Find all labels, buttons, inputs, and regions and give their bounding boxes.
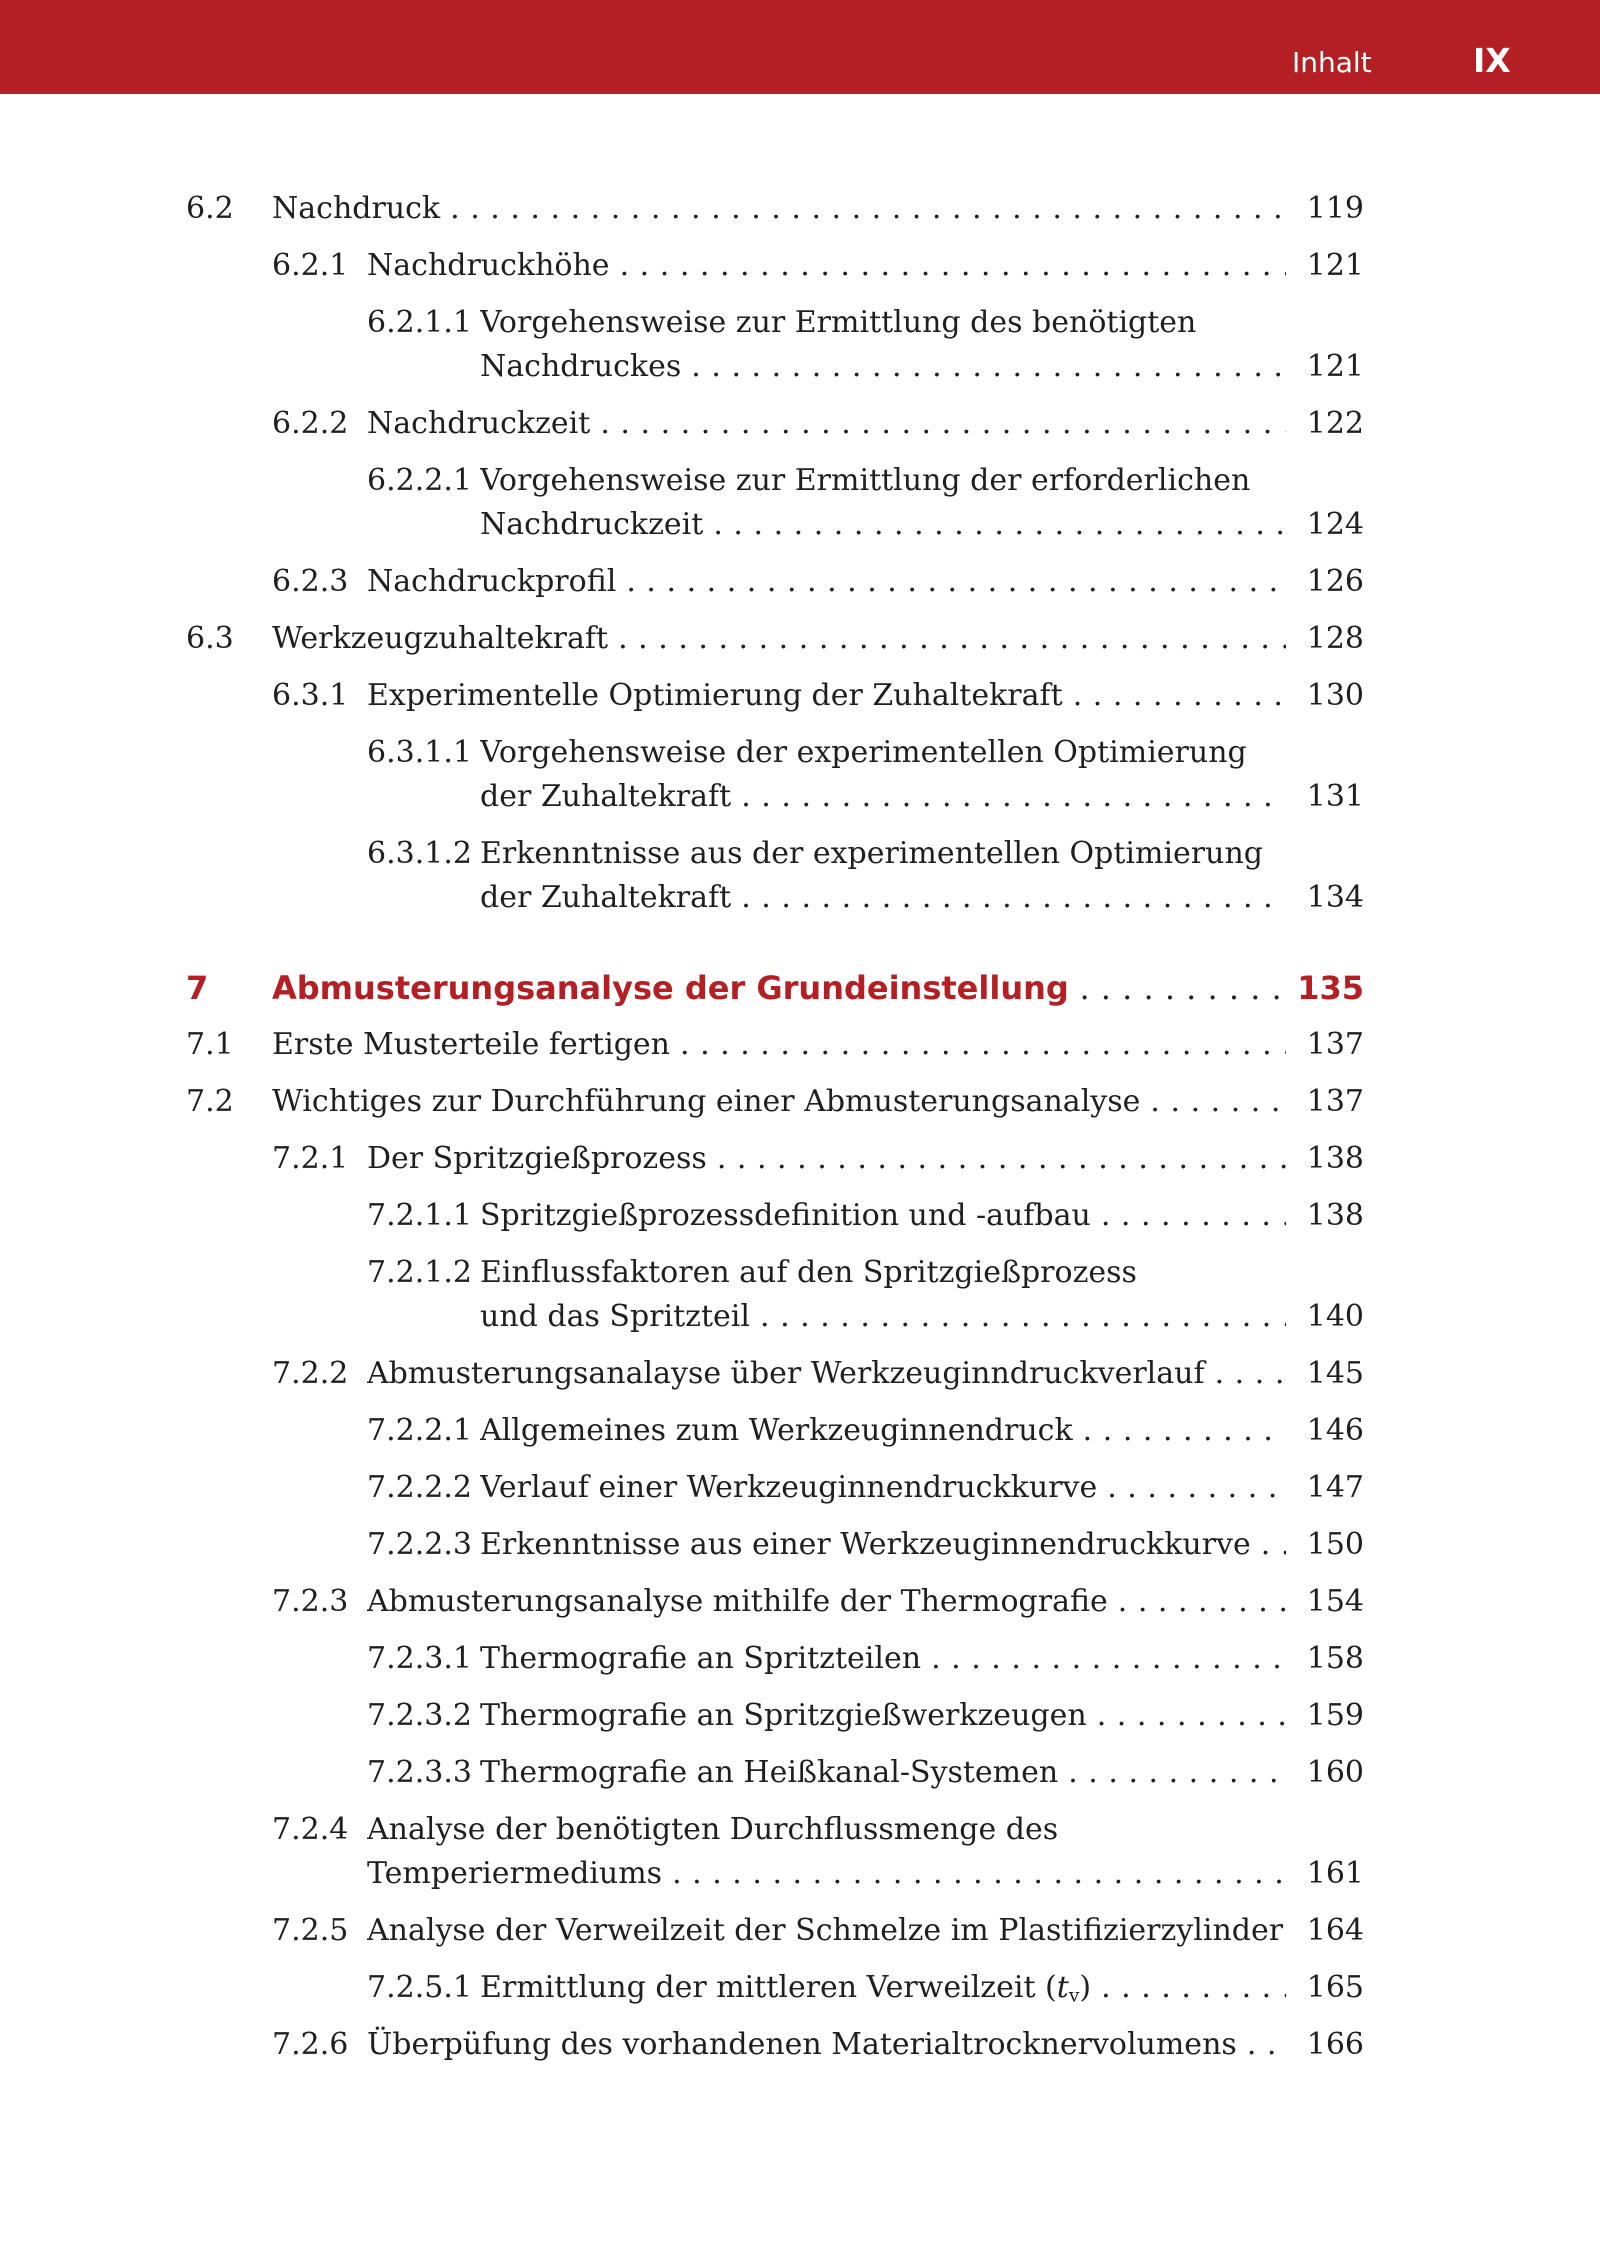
toc-entry-title: Der Spritzgießprozess . . . — [367, 1139, 1286, 1179]
toc-entry-title: Erste Musterteile fertigen . . . — [272, 1025, 1286, 1065]
toc-entry — [0, 562, 1600, 602]
toc-entry-title: Temperiermediums . . . — [367, 1854, 1286, 1894]
toc-entry — [0, 878, 1600, 918]
toc-entry-title: Vorgehensweise der experimentellen Optimierung — [480, 735, 1247, 770]
toc-entry-page-number: 166 — [1306, 2027, 1364, 2062]
toc-entry-number: 6.3.1.2 — [367, 836, 472, 871]
toc-entry-title: Wichtiges zur Durchführung einer Abmusterungsanalyse . . . — [272, 1082, 1286, 1122]
toc-entry — [0, 1196, 1600, 1236]
toc-title-variable: t — [1056, 1970, 1069, 2005]
toc-entry — [0, 1911, 1600, 1951]
toc-entry-page-number: 145 — [1306, 1356, 1364, 1391]
toc-entry-number: 7 — [186, 969, 209, 1007]
toc-entry-title: der Zuhaltekraft . . . — [480, 878, 1286, 918]
toc-entry — [0, 1968, 1600, 2008]
toc-entry-title: Thermografie an Spritzteilen . . . — [480, 1639, 1286, 1679]
toc-entry-page-number: 137 — [1306, 1084, 1364, 1119]
toc-entry-page-number: 160 — [1306, 1755, 1364, 1790]
toc-entry-page-number: 119 — [1306, 191, 1364, 226]
toc-entry-number: 7.2.4 — [272, 1812, 349, 1847]
toc-entry — [0, 1753, 1600, 1793]
toc-entry-title: Werkzeugzuhaltekraft . . . — [272, 619, 1286, 659]
toc-entry — [0, 404, 1600, 444]
toc-entry-title: und das Spritzteil . . . — [480, 1297, 1286, 1337]
toc-entry-page-number: 128 — [1306, 621, 1364, 656]
toc-entry-number: 7.1 — [186, 1027, 234, 1062]
toc-entry-title: Einflussfaktoren auf den Spritzgießprozess — [480, 1255, 1137, 1290]
toc-title-part: Ermittlung der mittleren Verweilzeit ( — [480, 1970, 1057, 2005]
toc-entry-number: 6.2.2 — [272, 406, 349, 441]
toc-entry — [0, 619, 1600, 659]
toc-entry-number: 7.2 — [186, 1084, 234, 1119]
toc-entry-title: Verlauf einer Werkzeuginnendruckkurve . . . — [480, 1468, 1286, 1508]
toc-entry-number: 7.2.1.2 — [367, 1255, 472, 1290]
toc-entry — [0, 2025, 1600, 2065]
toc-entry-number: 7.2.6 — [272, 2027, 349, 2062]
toc-entry — [0, 1253, 1600, 1293]
toc-entry-title: Vorgehensweise zur Ermittlung der erforderlichen — [480, 463, 1251, 498]
toc-entry-title: Erkenntnisse aus einer Werkzeuginnendruckkurve . . . — [480, 1525, 1286, 1565]
toc-entry — [0, 1139, 1600, 1179]
toc-entry-number: 6.2.3 — [272, 564, 349, 599]
toc-entry-title: Nachdruckzeit . . . — [367, 404, 1286, 444]
toc-entry-number: 6.2.1 — [272, 248, 349, 283]
toc-entry-title: Nachdruckzeit . . . — [480, 505, 1286, 545]
toc-entry-title: der Zuhaltekraft . . . — [480, 777, 1286, 817]
toc-title-subscript: v — [1068, 1985, 1080, 2007]
toc-entry-number: 7.2.3.3 — [367, 1755, 472, 1790]
toc-entry — [0, 461, 1600, 501]
toc-entry-title: Überpüfung des vorhandenen Materialtrocknervolumens . . . — [367, 2025, 1286, 2065]
toc-entry-page-number: 137 — [1306, 1027, 1364, 1062]
toc-entry — [0, 1525, 1600, 1565]
toc-entry — [0, 1354, 1600, 1394]
toc-entry-title: Vorgehensweise zur Ermittlung des benötigten — [480, 305, 1197, 340]
toc-entry-number: 7.2.3 — [272, 1584, 349, 1619]
toc-entry — [0, 1582, 1600, 1622]
toc-entry-page-number: 159 — [1306, 1698, 1364, 1733]
toc-entry-page-number: 147 — [1306, 1470, 1364, 1505]
toc-entry — [0, 1854, 1600, 1894]
toc-entry — [0, 834, 1600, 874]
toc-entry-number: 7.2.2.2 — [367, 1470, 472, 1505]
toc-entry-number: 7.2.1 — [272, 1141, 349, 1176]
toc-entry-title: Experimentelle Optimierung der Zuhaltekraft . . . — [367, 676, 1286, 716]
toc-entry-number: 7.2.2 — [272, 1356, 349, 1391]
toc-entry-page-number: 130 — [1306, 678, 1364, 713]
toc-entry-title: Analyse der benötigten Durchflussmenge des — [367, 1812, 1059, 1847]
toc-entry-page-number: 134 — [1306, 880, 1364, 915]
toc-entry — [0, 303, 1600, 343]
toc-entry-title: Abmusterungsanalyse der Grundeinstellung . . . — [272, 968, 1286, 1008]
toc-entry-page-number: 146 — [1306, 1413, 1364, 1448]
toc-entry-title: Thermografie an Spritzgießwerkzeugen . . . — [480, 1696, 1286, 1736]
toc-entry — [0, 1082, 1600, 1122]
toc-entry-page-number: 126 — [1306, 564, 1364, 599]
toc-entry-title — [480, 1968, 1286, 2017]
toc-entry-page-number: 140 — [1306, 1299, 1364, 1334]
toc-entry-page-number: 158 — [1306, 1641, 1364, 1676]
toc-entry-page-number: 154 — [1306, 1584, 1364, 1619]
toc-entry-page-number: 122 — [1306, 406, 1364, 441]
toc-entry — [0, 347, 1600, 387]
toc-entry-number: 6.3.1 — [272, 678, 349, 713]
toc-entry-page-number: 138 — [1306, 1198, 1364, 1233]
toc-entry-title: Abmusterungsanalayse über Werkzeuginndruckverlauf . . . — [367, 1354, 1286, 1394]
toc-entry — [0, 777, 1600, 817]
toc-entry-number: 6.2.2.1 — [367, 463, 472, 498]
toc-title-part: ) — [1079, 1970, 1092, 2005]
toc-entry-page-number: 124 — [1306, 507, 1364, 542]
toc-entry-number: 7.2.3.2 — [367, 1698, 472, 1733]
toc-entry-number: 6.2 — [186, 191, 234, 226]
toc-entry-page-number: 138 — [1306, 1141, 1364, 1176]
toc-entry — [0, 505, 1600, 545]
toc-entry — [0, 189, 1600, 229]
toc-entry-page-number: 165 — [1306, 1970, 1364, 2005]
toc-entry-title: Nachdruckhöhe . . . — [367, 246, 1286, 286]
toc-entry-page-number: 121 — [1306, 248, 1364, 283]
toc-entry-title: Nachdruckprofil . . . — [367, 562, 1286, 602]
toc-entry-title: Spritzgießprozessdefinition und -aufbau . . . — [480, 1196, 1286, 1236]
toc-entry-number: 7.2.5 — [272, 1913, 349, 1948]
toc-entry-title: Nachdruck . . . — [272, 189, 1286, 229]
toc-entry — [0, 676, 1600, 716]
toc-entry-number: 6.3.1.1 — [367, 735, 472, 770]
toc-chapter-entry — [0, 968, 1600, 1008]
toc-entry-page-number: 131 — [1306, 779, 1364, 814]
toc-entry-page-number: 161 — [1306, 1856, 1364, 1891]
toc-entry-number: 7.2.3.1 — [367, 1641, 472, 1676]
running-header-page-number: IX — [1473, 41, 1511, 80]
toc-entry-title: Thermografie an Heißkanal-Systemen . . . — [480, 1753, 1286, 1793]
toc-entry — [0, 246, 1600, 286]
running-header-section: Inhalt — [1292, 46, 1372, 79]
toc-entry-page-number: 150 — [1306, 1527, 1364, 1562]
toc-entry — [0, 1639, 1600, 1679]
toc-entry-page-number: 135 — [1297, 969, 1364, 1007]
toc-entry — [0, 1297, 1600, 1337]
toc-entry-number: 6.2.1.1 — [367, 305, 472, 340]
toc-entry — [0, 1810, 1600, 1850]
toc-entry-title: Nachdruckes . . . — [480, 347, 1286, 387]
toc-entry-number: 7.2.5.1 — [367, 1970, 472, 2005]
toc-entry-title: Analyse der Verweilzeit der Schmelze im Plastifizierzylinder . . . — [367, 1911, 1286, 1951]
toc-entry-number: 7.2.1.1 — [367, 1198, 472, 1233]
toc-entry-title: Abmusterungsanalyse mithilfe der Thermografie . . . — [367, 1582, 1286, 1622]
toc-entry-title: Allgemeines zum Werkzeuginnendruck . . . — [480, 1411, 1286, 1451]
toc-entry-number: 6.3 — [186, 621, 234, 656]
toc-entry — [0, 1025, 1600, 1065]
toc-entry-number: 7.2.2.3 — [367, 1527, 472, 1562]
toc-entry — [0, 1468, 1600, 1508]
toc-entry — [0, 1696, 1600, 1736]
toc-entry-page-number: 164 — [1306, 1913, 1364, 1948]
toc-entry-number: 7.2.2.1 — [367, 1413, 472, 1448]
toc-entry — [0, 733, 1600, 773]
toc-entry-title: Erkenntnisse aus der experimentellen Optimierung — [480, 836, 1263, 871]
toc-entry — [0, 1411, 1600, 1451]
toc-entry-page-number: 121 — [1306, 349, 1364, 384]
